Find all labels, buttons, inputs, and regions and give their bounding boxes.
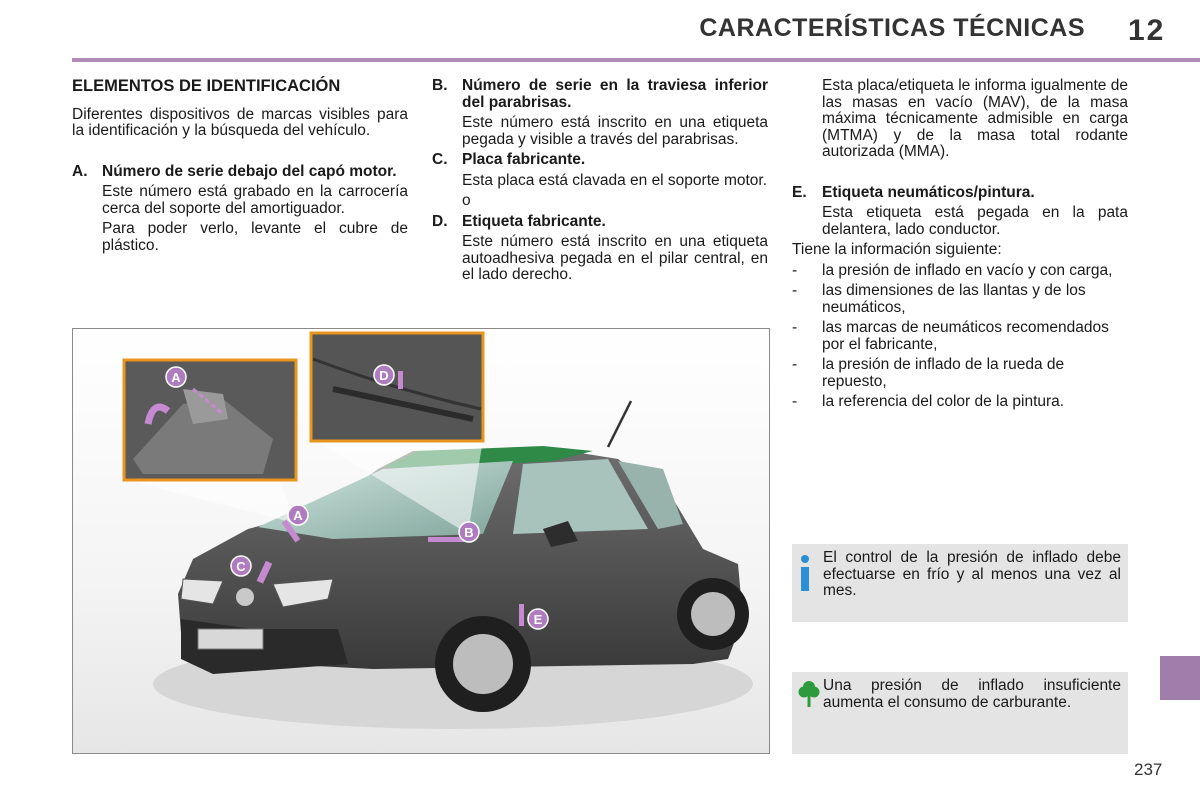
item-b-text: Este número está inscrito en una etiqueta pegada y visible a través del parabrisas.	[462, 114, 768, 148]
svg-text:E: E	[533, 612, 543, 627]
info-icon	[798, 554, 812, 592]
item-d-title: Etiqueta fabricante.	[462, 212, 606, 230]
item-b	[432, 78, 768, 148]
marker-a-inset	[166, 367, 186, 387]
right-column	[792, 78, 1128, 411]
item-a-text-2: Para poder verlo, levante el cubre de plástico.	[102, 220, 408, 254]
marker-a	[288, 505, 308, 525]
section-heading: ELEMENTOS DE IDENTIFICACIÓN	[72, 77, 341, 95]
list-item: - la referencia del color de la pintura.	[792, 393, 1065, 410]
masses-text: Esta placa/etiqueta le informa igualmente de las masas en vacío (MAV), de la masa máxima técnicamente admisible en carga (MTMA) y de la masa total rodante autorizada (MMA).	[822, 77, 1128, 160]
item-c-title: Placa fabricante.	[462, 151, 586, 168]
left-column	[72, 78, 408, 254]
item-e-letter: E.	[792, 183, 807, 201]
chapter-number: 12	[1128, 14, 1166, 47]
info-box	[792, 544, 1128, 622]
eco-box	[792, 672, 1128, 754]
page-number: 237	[1134, 760, 1163, 779]
list-item: - la presión de inflado en vacío y con carga,	[792, 261, 1113, 279]
intro-paragraph: Diferentes dispositivos de marcas visibles para la identificación y la búsqueda del vehículo.	[72, 105, 408, 139]
item-a-title: Número de serie debajo del capó motor.	[102, 162, 397, 180]
marker-c	[231, 556, 251, 576]
item-b-letter: B.	[432, 77, 448, 94]
item-a-letter: A.	[72, 162, 88, 180]
item-e	[792, 185, 1128, 239]
item-d-text: Este número está inscrito en una etiqueta autoadhesiva pegada en el pilar central, en el lado derecho.	[462, 233, 768, 283]
item-c-text: Esta placa está clavada en el soporte motor.	[462, 171, 768, 189]
item-e-title: Etiqueta neumáticos/pintura.	[822, 183, 1035, 201]
item-e-text: Esta etiqueta está pegada en la pata delantera, lado conductor.	[822, 204, 1128, 238]
marker-d-inset	[374, 365, 394, 385]
eco-tree-icon	[798, 680, 820, 708]
item-d-letter: D.	[432, 212, 448, 230]
svg-text:D: D	[379, 368, 389, 383]
item-b-title: Número de serie en la traviesa inferior del parabrisas.	[462, 77, 768, 111]
item-c	[432, 152, 768, 210]
info-intro: Tiene la información siguiente:	[792, 241, 1002, 258]
car-illustration	[72, 328, 770, 754]
info-box-text: El control de la presión de inflado debe efectuarse en frío y al menos una vez al mes.	[823, 549, 1121, 599]
item-d	[432, 214, 768, 284]
page-title: CARACTERÍSTICAS TÉCNICAS	[699, 14, 1085, 42]
list-item: - las dimensiones de las llantas y de los neumáticos,	[792, 282, 1086, 316]
list-item: - las marcas de neumáticos recomendados por el fabricante,	[792, 319, 1109, 353]
marker-e	[528, 609, 548, 629]
or-text: o	[462, 192, 471, 209]
marker-b	[459, 522, 479, 542]
svg-text:B: B	[464, 525, 474, 540]
svg-text:A: A	[171, 370, 181, 385]
eco-box-text: Una presión de inflado insuficiente aumenta el consumo de carburante.	[823, 677, 1121, 711]
header-divider	[72, 58, 1200, 62]
svg-text:C: C	[236, 559, 246, 574]
marker-labels	[73, 329, 769, 753]
item-c-letter: C.	[432, 151, 448, 168]
svg-text:A: A	[293, 508, 303, 523]
chapter-tab	[1160, 656, 1200, 700]
info-list	[792, 263, 1128, 411]
item-a	[72, 164, 408, 255]
list-item: - la presión de inflado de la rueda de repuesto,	[792, 356, 1065, 390]
item-a-text-1: Este número está grabado en la carrocería cerca del soporte del amortiguador.	[102, 183, 408, 217]
middle-column	[432, 78, 768, 284]
